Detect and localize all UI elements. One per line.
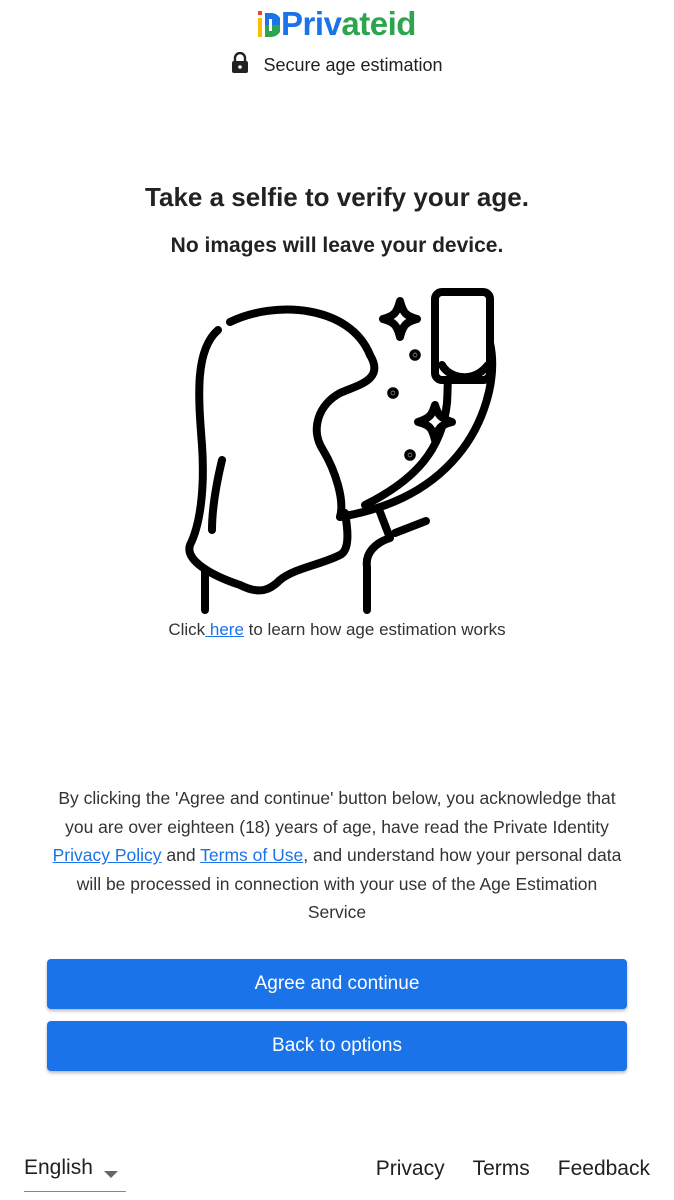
learn-here-link[interactable]: here <box>205 620 244 639</box>
consent-part-1: By clicking the 'Agree and continue' button below, you acknowledge that you are over eighteen (18) years of age, have read the Private Identity <box>58 788 616 837</box>
caret-down-icon <box>104 1166 118 1184</box>
page-title: Take a selfie to verify your age. <box>145 182 529 212</box>
agree-and-continue-button[interactable]: Agree and continue <box>47 959 627 1009</box>
privacy-policy-link[interactable]: Privacy Policy <box>52 845 162 866</box>
logo-mark-icon <box>258 9 280 39</box>
language-selected: English <box>24 1156 93 1179</box>
terms-of-use-link[interactable]: Terms of Use <box>200 845 304 866</box>
consent-text <box>50 784 624 927</box>
footer-feedback-link[interactable]: Feedback <box>557 1157 650 1180</box>
logo-wordmark: Privateid <box>281 5 416 42</box>
learn-suffix: to learn how age estimation works <box>243 620 506 639</box>
consent-part-3: , and understand how your personal data will be processed in connection with your use of the Age Estimation Service <box>76 845 622 923</box>
page-subtitle: No images will leave your device. <box>170 234 504 257</box>
footer-privacy-link[interactable]: Privacy <box>375 1157 445 1180</box>
lock-icon <box>231 52 249 79</box>
back-to-options-button[interactable]: Back to options <box>47 1021 627 1071</box>
brand-logo <box>0 6 674 42</box>
language-select[interactable] <box>24 1153 126 1192</box>
footer-terms-link[interactable]: Terms <box>472 1157 530 1180</box>
consent-part-2: and <box>161 845 201 866</box>
footer-links <box>376 1154 650 1184</box>
secure-banner <box>0 52 674 79</box>
learn-prefix: Click <box>168 620 206 639</box>
secure-label: Secure age estimation <box>263 55 443 75</box>
learn-more-text <box>0 620 674 640</box>
selfie-illustration <box>180 285 520 620</box>
